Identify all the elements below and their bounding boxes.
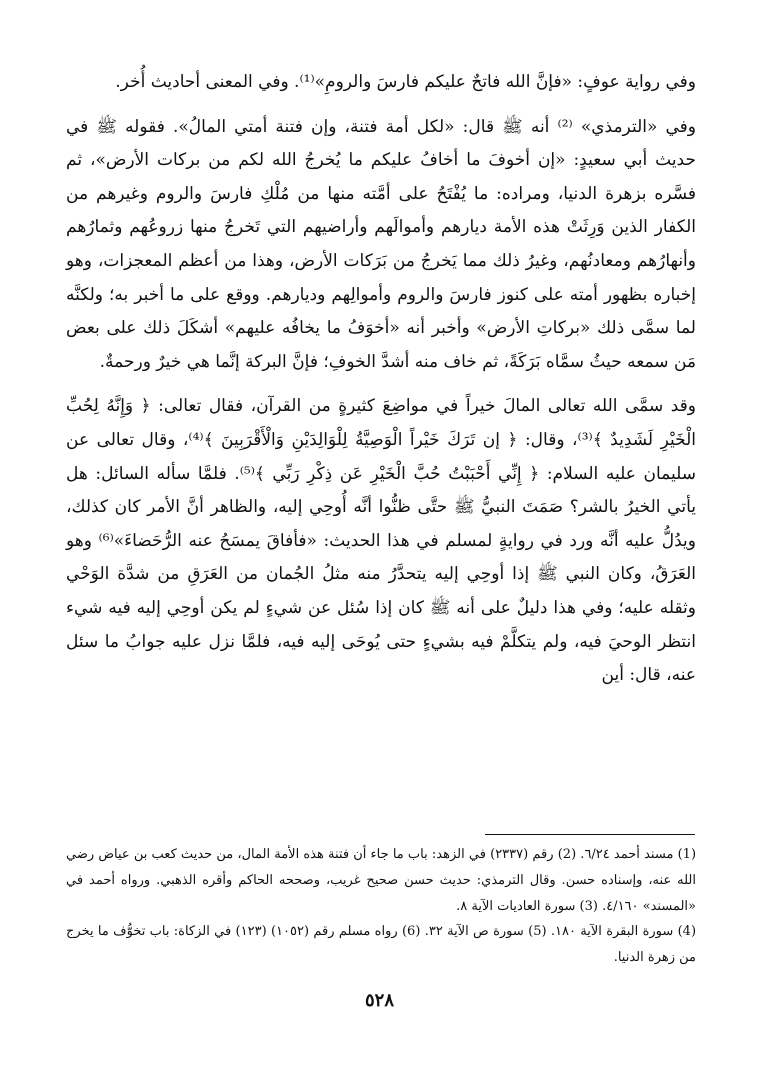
footnote-block-1: (1) مسند أحمد ٦/٢٤. (2) رقم (٢٣٣٧) في الزهد: باب ما جاء أن فتنة هذه الأمة المال، من حديث كعب بن عياض رضي الله عنه، وإسناده حسن. وقال الترمذي: حديث حسن صحيح غريب، وصححه الحاكم وأقره الذهبي. ورواه أحمد في «المسند» ٤/١٦٠. (3) سورة العاديات الآية ٨. xyxy=(66,847,697,914)
main-text xyxy=(66,66,696,693)
footnotes xyxy=(66,842,696,971)
footnote-block-2: (4) سورة البقرة الآية ١٨٠. (5) سورة ص الآية ٣٢. (6) رواه مسلم رقم (١٠٥٢) (١٢٣) في الزكاة: باب تخوُّف ما يخرج من زهرة الدنيا. xyxy=(66,924,697,966)
paragraph-2: وفي «الترمذي» ⁽²⁾ أنه ﷺ قال: «لكل أمة فتنة، وإن فتنة أمتي المالُ». فقوله ﷺ في حديث أبي سعيدٍ: «إن أخوفَ ما أخافُ عليكم ما يُخرجُ الله لكم من بركات الأرض»، ثم فسَّره بزهرة الدنيا، ومراده: ما يُفْتَحُ على أمَّته منها من مُلْكِ فارسَ والروم وغيرهم من الكفار الذين وَرِثَتْ هذه الأمة ديارهم وأموالَهم وأراضيهم التي تَخرجُ منها زروعُهم وثمارُهم وأنهارُهم ومعادنُهم، وغيرُ ذلك مما يَخرجُ من بَرَكات الأرض، وهذا من أعظم المعجزات، وهو إخباره بظهور أمته على كنوز فارسَ والروم وأموالِهم وديارهم. ووقع على ما أخبر به؛ ولكنَّه لما سمَّى ذلك «بركاتِ الأرض» وأخبر أنه «أخوَفُ ما يخافُه عليهم» أشكَلَ ذلك على بعض مَن سمعه حيثُ سمَّاه بَرَكَةً، ثم خاف منه أشدَّ الخوفِ؛ فإنَّ البركة إنَّما هي خيرٌ ورحمةٌ. xyxy=(66,116,696,372)
footnote-divider xyxy=(485,834,695,835)
paragraph-1: وفي رواية عوفٍ: «فإنَّ الله فاتحٌ عليكم فارسَ والرومِ»⁽¹⁾. وفي المعنى أحاديث أُخر. xyxy=(115,72,696,92)
paragraph-3: وقد سمَّى الله تعالى المالَ خيراً في مواضِعَ كثيرةٍ من القرآن، فقال تعالى: ﴿ وَإِنَّهُ لِحُبِّ الْخَيْرِ لَشَدِيدٌ ﴾⁽³⁾، وقال: ﴿ إن تَرَكَ خَيْراً الْوَصِيَّةُ لِلْوَالِدَيْنِ وَالْأَقْرَبِينَ ﴾⁽⁴⁾، وقال تعالى عن سليمان عليه السلام: ﴿ إِنِّي أَحْبَبْتُ حُبَّ الْخَيْرِ عَن ذِكْرِ رَبِّي ﴾⁽⁵⁾. فلمَّا سأله السائل: هل يأتي الخيرُ بالشر؟ صَمَتَ النبيُّ ﷺ حتَّى ظنُّوا أنَّه أُوحِي إليه، والظاهر أنَّ الأمر كان كذلك، ويدُلُّ عليه أنَّه ورد في روايةٍ لمسلم في هذا الحديث: «فأفاقَ يمسَحُ عنه الرُّحَضاءَ»⁽⁶⁾ وهو العَرَقُ، وكان النبي ﷺ إذا أوحِي إليه يتحدَّرُ منه مثلُ الجُمان من العَرَقِ من شدَّة الوَحْي وثقله عليه؛ وفي هذا دليلٌ على أنه ﷺ كان إذا سُئل عن شيءٍ لم يكن أوحِي إليه فيه شيء انتظر الوحيَ فيه، ولم يتكلَّمْ فيه بشيءٍ حتى يُوحَى إليه فيه، فلمَّا نزل عليه جوابُ ما سئل عنه، قال: أين xyxy=(66,396,696,686)
page-number: ٥٢٨ xyxy=(364,990,394,1011)
